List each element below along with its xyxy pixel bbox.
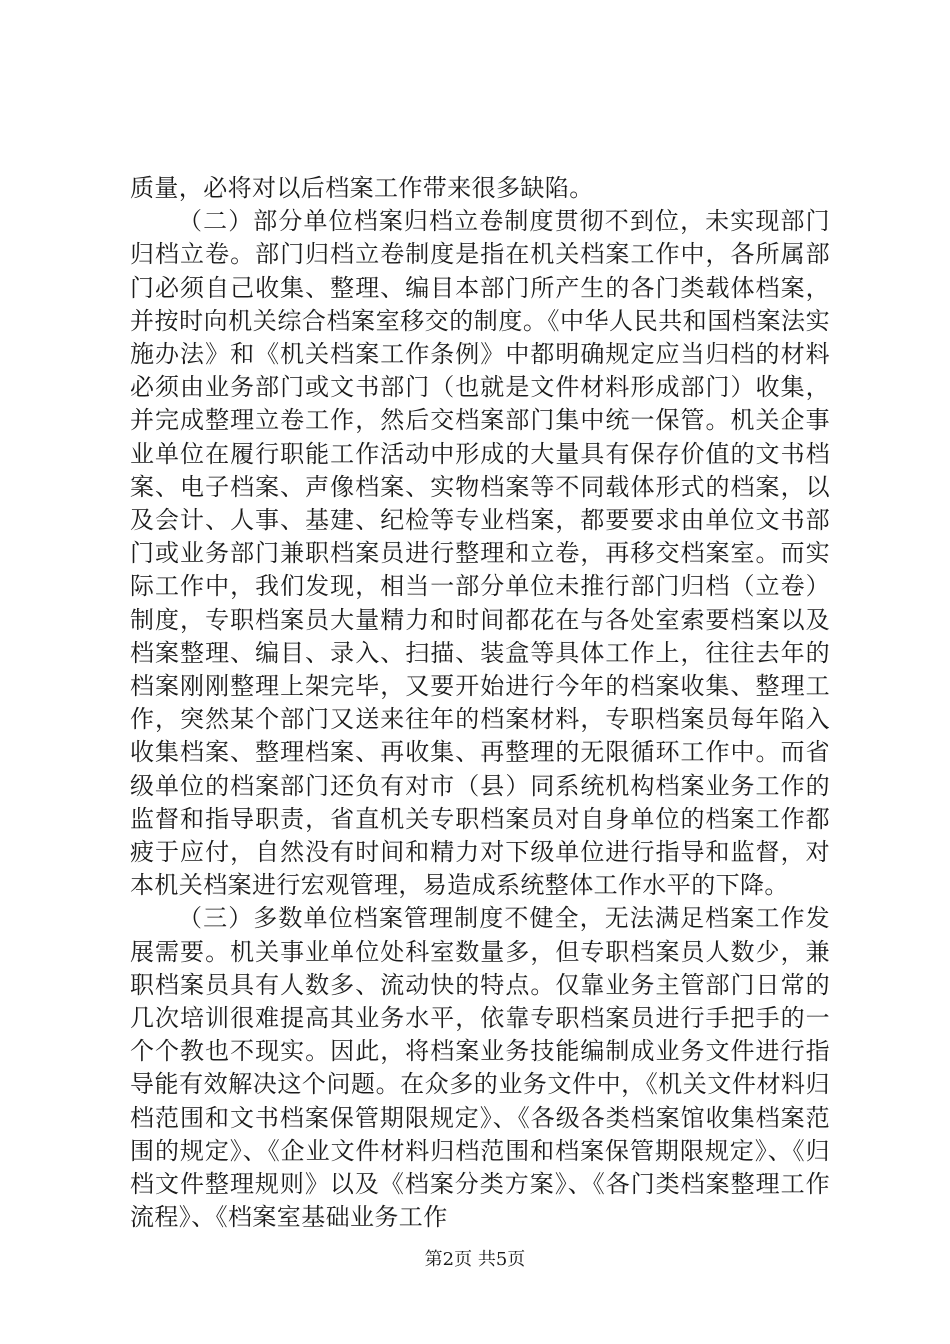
document-body: [130, 172, 830, 1235]
paragraph-continuation: 质量，必将对以后档案工作带来很多缺陷。: [130, 174, 594, 202]
page-number-footer: 第2页 共5页: [424, 1249, 526, 1270]
paragraph-section-three: （三）多数单位档案管理制度不健全，无法满足档案工作发展需要。机关事业单位处科室数量多，但专职档案员人数少，兼职档案员具有人数多、流动快的特点。仅靠业务主管部门日常的几次培训很难提高其业务水平，依靠专职档案员进行手把手的一个个教也不现实。因此，将档案业务技能编制成业务文件进行指导能有效解决这个问题。在众多的业务文件中，《机关文件材料归档范围和文书档案保管期限规定》、《各级各类档案馆收集档案范围的规定》、《企业文件材料归档范围和档案保管期限规定》、《归档文件整理规则》以及《档案分类方案》、《各门类档案整理工作流程》、《档案室基础业务工作: [130, 904, 830, 1232]
paragraph-section-two: （二）部分单位档案归档立卷制度贯彻不到位，未实现部门归档立卷。部门归档立卷制度是指在机关档案工作中，各所属部门必须自己收集、整理、编目本部门所产生的各门类载体档案，并按时向机关综合档案室移交的制度。《中华人民共和国档案法实施办法》和《机关档案工作条例》中都明确规定应当归档的材料必须由业务部门或文书部门（也就是文件材料形成部门）收集，并完成整理立卷工作，然后交档案部门集中统一保管。机关企事业单位在履行职能工作活动中形成的大量具有保存价值的文书档案、电子档案、声像档案、实物档案等不同载体形式的档案，以及会计、人事、基建、纪检等专业档案，都要要求由单位文书部门或业务部门兼职档案员进行整理和立卷，再移交档案室。而实际工作中，我们发现，相当一部分单位未推行部门归档（立卷）制度，专职档案员大量精力和时间都花在与各处室索要档案以及档案整理、编目、录入、扫描、装盒等具体工作上，往往去年的档案刚刚整理上架完毕，又要开始进行今年的档案收集、整理工作，突然某个部门又送来往年的档案材料，专职档案员每年陷入收集档案、整理档案、再收集、再整理的无限循环工作中。而省级单位的档案部门还负有对市（县）同系统机构档案业务工作的监督和指导职责，省直机关专职档案员对自身单位的档案工作都疲于应付，自然没有时间和精力对下级单位进行指导和监督，对本机关档案进行宏观管理，易造成系统整体工作水平的下降。: [130, 207, 830, 900]
